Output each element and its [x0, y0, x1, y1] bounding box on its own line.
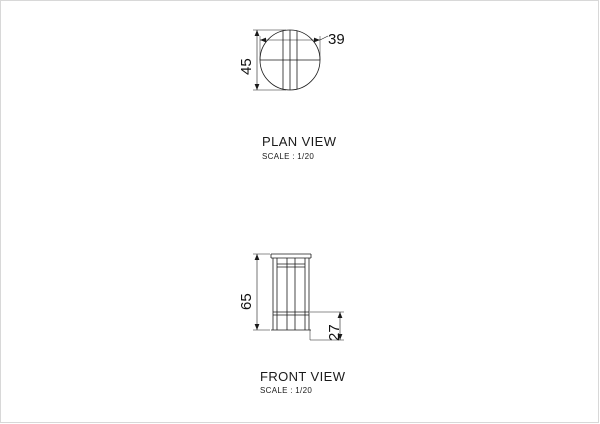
front-arrow-65-top — [255, 254, 260, 260]
plan-arrow-left — [260, 38, 266, 43]
front-view-scale: SCALE : 1/20 — [260, 386, 313, 395]
dimension-label-27: 27 — [326, 324, 343, 341]
dimension-label-39: 39 — [328, 31, 345, 48]
plan-arrow-top — [255, 30, 260, 36]
plan-view-scale: SCALE : 1/20 — [262, 152, 315, 161]
front-arrow-65-bottom — [255, 324, 260, 330]
front-arrow-27-top — [338, 312, 343, 318]
dimension-label-45: 45 — [238, 58, 255, 75]
plan-arrow-bottom — [255, 84, 260, 90]
front-view-title: FRONT VIEW — [260, 369, 346, 384]
dimension-label-65: 65 — [238, 293, 255, 310]
plan-view-title: PLAN VIEW — [262, 134, 337, 149]
plan-leader-39 — [320, 36, 328, 40]
plan-arrow-right — [314, 38, 320, 43]
